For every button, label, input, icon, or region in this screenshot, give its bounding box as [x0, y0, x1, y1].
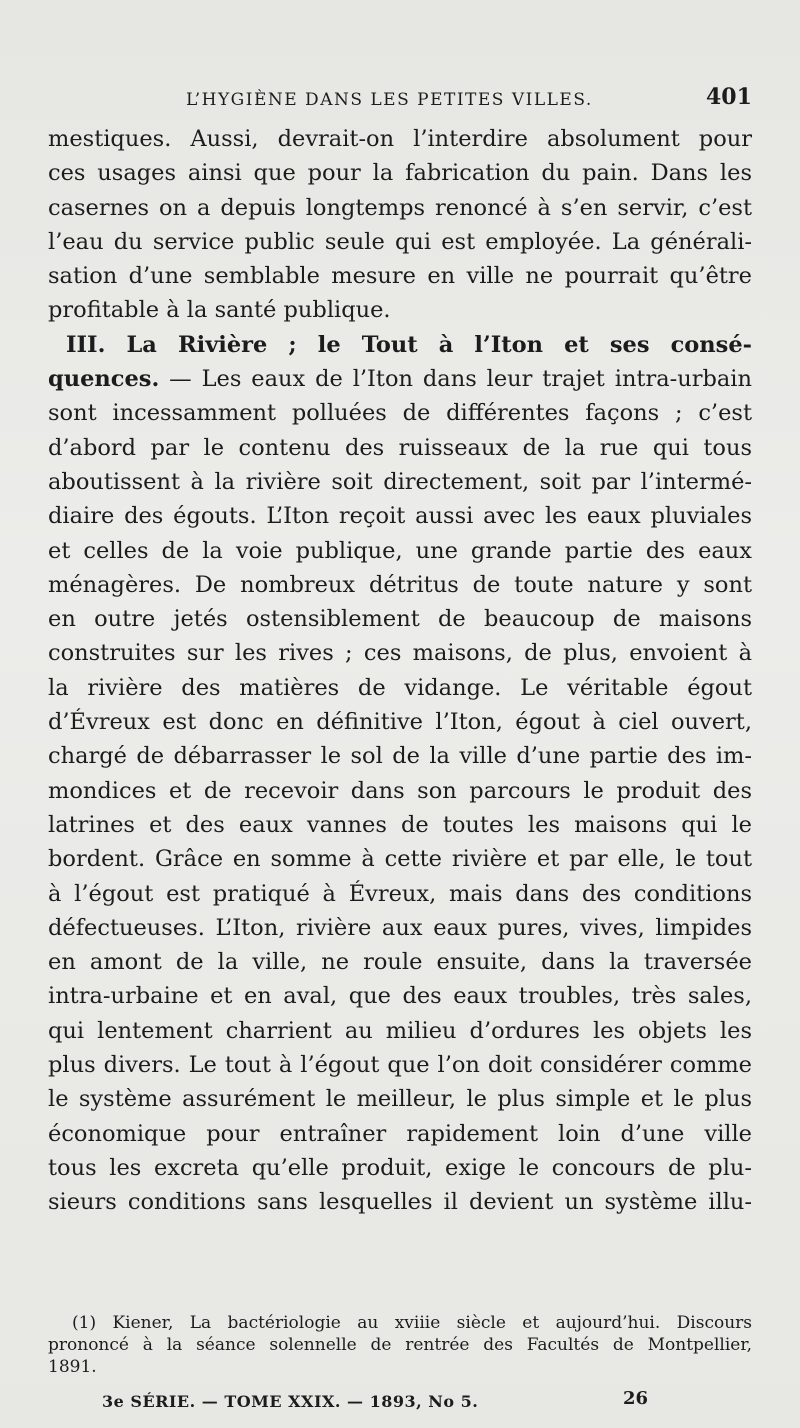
text-line: en amont de la ville, ne roule ensuite, dans la traversée — [48, 949, 752, 976]
text-line: et celles de la voie publique, une grande partie des eaux — [48, 537, 752, 564]
text-line: économique pour entraîner rapidement loin d’une ville — [48, 1120, 752, 1147]
text-line: la rivière des matières de vidange. Le véritable égout — [48, 674, 752, 701]
text-line: plus divers. Le tout à l’égout que l’on doit considérer comme — [48, 1052, 752, 1079]
running-head — [186, 84, 800, 114]
text-line: d’abord par le contenu des ruisseaux de la rue qui tous — [48, 434, 752, 461]
text-line: mondices et de recevoir dans son parcours le produit des — [48, 777, 752, 804]
series-info: 3e SÉRIE. — TOME XXIX. — 1893, No 5. — [102, 1392, 479, 1411]
text-line: le système assurément le meilleur, le plus simple et le plus — [48, 1086, 752, 1113]
text-line: mestiques. Aussi, devrait-on l’interdire absolument pour — [48, 126, 752, 152]
text-line: casernes on a depuis longtemps renoncé à s’en servir, c’est — [48, 194, 752, 221]
text-line: ces usages ainsi que pour la fabrication du pain. Dans les — [48, 160, 752, 187]
text-line: l’eau du service public seule qui est employée. La générali- — [48, 228, 752, 255]
text-line: intra-urbaine et en aval, que des eaux troubles, très sales, — [48, 983, 752, 1010]
footnote-line: 1891. — [48, 1357, 97, 1377]
text-line: latrines et des eaux vannes de toutes les maisons qui le — [48, 811, 752, 838]
signature-mark: 26 — [622, 1388, 648, 1409]
text-line: d’Évreux est donc en définitive l’Iton, égout à ciel ouvert, — [48, 709, 752, 736]
text-line: aboutissent à la rivière soit directement, soit par l’intermé- — [48, 468, 752, 495]
text-line: sieurs conditions sans lesquelles il devient un système illu- — [48, 1189, 752, 1216]
text-line: en outre jetés ostensiblement de beaucoup de maisons — [48, 606, 752, 633]
text-line: sation d’une semblable mesure en ville ne pourrait qu’être — [48, 263, 752, 290]
footnote-line: prononcé à la séance solennelle de rentrée des Facultés de Montpellier, — [48, 1335, 752, 1355]
section-heading: III. La Rivière ; le Tout à l’Iton et ses consé- — [66, 331, 752, 358]
footnote — [48, 1312, 752, 1378]
text-line: profitable à la santé publique. — [48, 297, 391, 324]
footnote-line: (1) Kiener, La bactériologie au xviiie siècle et aujourd’hui. Discours — [72, 1313, 752, 1333]
section-heading-line — [48, 362, 752, 396]
text-line: construites sur les rives ; ces maisons, de plus, envoient à — [48, 640, 752, 667]
text-line: bordent. Grâce en somme à cette rivière et par elle, le tout — [48, 846, 752, 873]
text-line: sont incessamment polluées de différentes façons ; c’est — [48, 400, 752, 427]
text-line: diaire des égouts. L’Iton reçoit aussi avec les eaux pluviales — [48, 503, 752, 530]
running-title: L’HYGIÈNE DANS LES PETITES VILLES. — [186, 90, 593, 110]
text-line: tous les excreta qu’elle produit, exige le concours de plu- — [48, 1154, 752, 1181]
text-line: à l’égout est pratiqué à Évreux, mais dans des conditions — [48, 880, 752, 907]
text-line: ménagères. De nombreux détritus de toute nature y sont — [48, 571, 752, 598]
section-heading-continuation: quences. — [48, 366, 160, 393]
body-text — [48, 122, 752, 1220]
printer-signature — [102, 1388, 730, 1416]
text-line: défectueuses. L’Iton, rivière aux eaux pures, vives, limpides — [48, 914, 752, 941]
text-fragment: — Les eaux de l’Iton dans leur trajet intra-urbain — [159, 366, 752, 393]
text-line: qui lentement charrient au milieu d’ordures les objets les — [48, 1017, 752, 1044]
page-number: 401 — [706, 84, 752, 110]
text-line: chargé de débarrasser le sol de la ville d’une partie des im- — [48, 743, 752, 770]
